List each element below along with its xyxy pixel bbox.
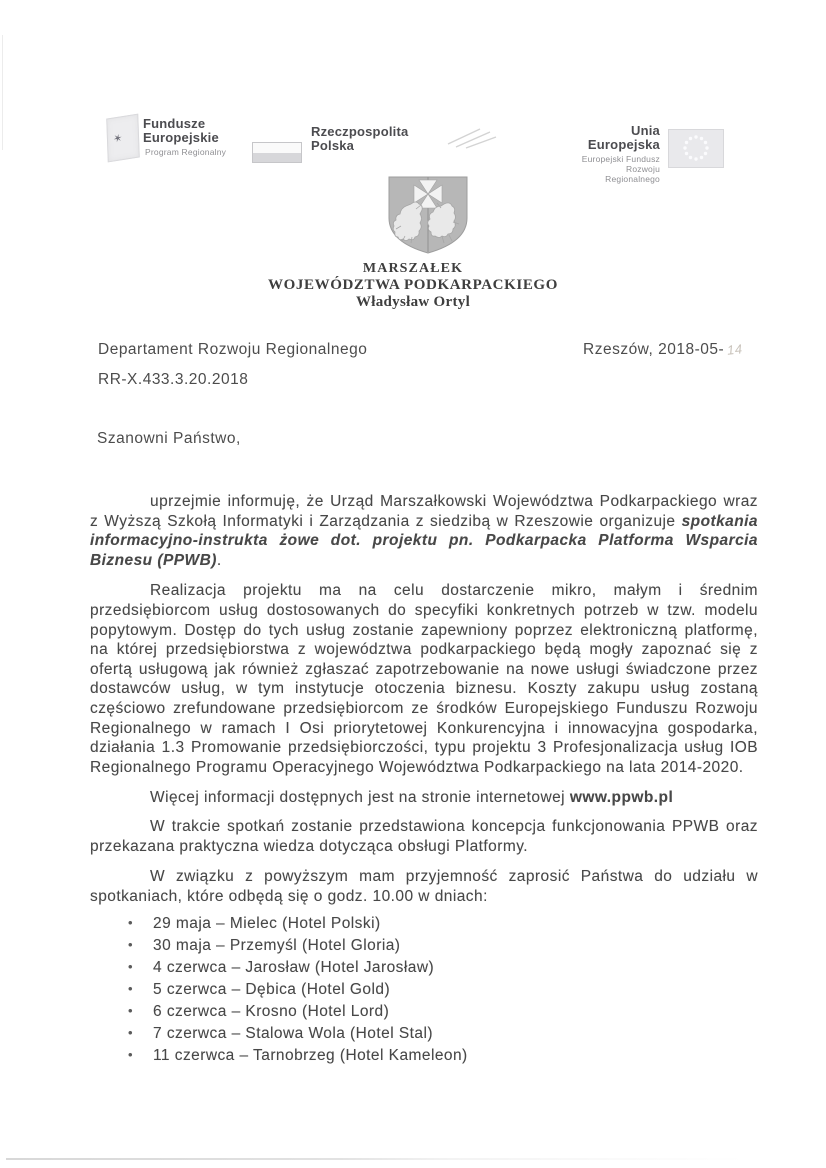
bullet-icon: • <box>128 1025 134 1041</box>
eu-logo-sub2: Rozwoju Regionalnego <box>605 164 660 184</box>
meeting-text: 5 czerwca – Dębica (Hotel Gold) <box>153 981 391 999</box>
poland-flag-red <box>253 153 301 163</box>
fe-logo-title <box>143 117 219 144</box>
paragraph-3 <box>90 788 758 808</box>
eu-logo-text <box>570 124 660 184</box>
meeting-item <box>128 978 758 1000</box>
meeting-text: 30 maja – Przemyśl (Hotel Gloria) <box>153 937 401 955</box>
paragraph-1-emphasis: spotkania informacyjno-instrukta żowe dot. projektu pn. Podkarpacka Platforma Wsparcia Biznesu (PPWB) <box>90 512 758 569</box>
meeting-item <box>128 956 758 978</box>
paragraph-1-text: uprzejmie informuję, że Urząd Marszałkowski Województwa Podkarpackiego wraz z Wyższą Szkołą Informatyki i Zarządzania z siedzibą w Rzeszowie organizuje <box>90 493 758 530</box>
meeting-item <box>128 912 758 934</box>
poland-flag-white <box>253 143 301 153</box>
paragraph-2: Realizacja projektu ma na celu dostarczenie mikro, małym i średnim przedsiębiorcom usług dostosowanych do specyfiki konkretnych potrzeb w tzw. modelu popytowym. Dostęp do tych usług zostanie zapewniony poprzez elektroniczną platformę, na której przedsiębiorstwa z województwa podkarpackiego będą mogły zapoznać się z ofertą usługową jak również zgłaszać zapotrzebowanie na nowe usługi świadczone przez dostawców usług, w tym instytucje otoczenia biznesu. Koszty zakupu usług zostaną częściowo zrefundowane przedsiębiorcom ze środków Europejskiego Funduszu Rozwoju Regionalnego w ramach I Osi priorytetowej Konkurencyjna i innowacyjna gospodarka, działania 1.3 Promowanie przedsiębiorczości, typu projektu 3 Profesjonalizacja usług IOB Regionalnego Programu Operacyjnego Województwa Podkarpackiego na lata 2014-2020. <box>90 582 758 776</box>
meeting-text: 4 czerwca – Jarosław (Hotel Jarosław) <box>153 959 435 977</box>
meeting-item <box>128 934 758 956</box>
bullet-icon: • <box>128 937 134 953</box>
fe-logo-line2: Europejskie <box>143 129 219 145</box>
place-date-text: Rzeszów, 2018-05- <box>583 341 725 358</box>
bullet-icon: • <box>128 1003 134 1019</box>
paragraph-5: W związku z powyższym mam przyjemność zaprosić Państwa do udziału w spotkaniach, które odbędą się o godz. 10.00 w dniach: <box>90 868 758 905</box>
paragraph-4: W trakcie spotkań zostanie przedstawiona koncepcja funkcjonowania PPWB oraz przekazana praktyczna wiedza dotycząca obsługi Platformy. <box>90 817 758 855</box>
fe-flag-icon <box>107 116 139 160</box>
meeting-text: 6 czerwca – Krosno (Hotel Lord) <box>153 1003 390 1021</box>
letterhead-name: Władysław Ortyl <box>355 294 471 310</box>
letterhead-title: MARSZAŁEK <box>362 261 464 276</box>
meetings-list <box>90 912 758 1066</box>
handwritten-day: 14 <box>726 341 744 358</box>
meeting-item <box>128 1044 758 1066</box>
scan-scribble-artifact <box>444 122 504 152</box>
bullet-icon: • <box>128 1047 134 1063</box>
meeting-item <box>128 1000 758 1022</box>
paragraph-1 <box>90 492 758 570</box>
meeting-text: 29 maja – Mielec (Hotel Polski) <box>153 915 381 933</box>
bullet-icon: • <box>128 915 134 931</box>
rp-logo-line1: Rzeczpospolita <box>311 124 409 139</box>
letter-body <box>90 492 758 1066</box>
reference-number: RR-X.433.3.20.2018 <box>98 371 249 388</box>
place-date-line <box>583 341 743 359</box>
meeting-text: 11 czerwca – Tarnobrzeg (Hotel Kameleon) <box>153 1047 468 1065</box>
scan-edge-line <box>2 35 3 150</box>
letterhead-subtitle: WOJEWÓDZTWA PODKARPACKIEGO <box>268 277 558 293</box>
fe-star-icon: ✶ <box>111 132 124 146</box>
paragraph-3-text: Więcej informacji dostępnych jest na stronie internetowej <box>150 789 570 807</box>
salutation: Szanowni Państwo, <box>97 430 241 447</box>
eu-logo-sub1: Europejski Fundusz <box>581 154 660 164</box>
fe-flag-shape <box>106 114 140 163</box>
scan-bottom-line <box>6 1158 746 1160</box>
paragraph-1-tail: . <box>216 551 222 569</box>
bullet-icon: • <box>128 959 134 975</box>
meeting-text: 7 czerwca – Stalowa Wola (Hotel Stal) <box>153 1025 433 1043</box>
eu-flag-icon <box>668 129 724 168</box>
eu-logo-title: Unia Europejska <box>587 123 660 152</box>
meeting-item <box>128 1022 758 1044</box>
rp-logo-line2: Polska <box>311 137 355 153</box>
poland-flag-icon <box>252 142 302 163</box>
fe-logo-subtitle: Program Regionalny <box>145 147 227 157</box>
fe-logo-line1: Fundusze <box>143 116 206 131</box>
department-line: Departament Rozwoju Regionalnego <box>98 341 368 358</box>
website-url: www.ppwb.pl <box>569 789 674 807</box>
rp-logo-title <box>311 125 408 152</box>
bullet-icon: • <box>128 981 134 997</box>
coat-of-arms-icon <box>381 174 475 256</box>
